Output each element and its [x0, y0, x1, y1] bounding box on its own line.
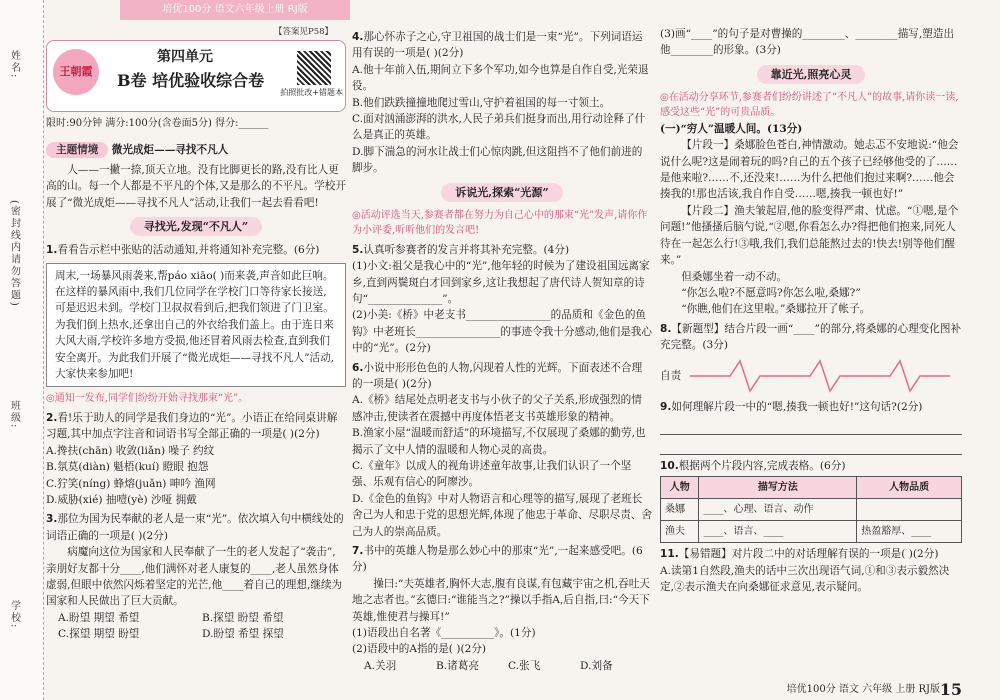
- option[interactable]: B.他们跌跌撞撞地爬过雪山,守护着祖国的每一寸领土。: [352, 96, 611, 109]
- column-left: [46, 26, 346, 681]
- column-right: [660, 26, 962, 681]
- q7-part-b: (2)语段中的A指的是( )(2分): [352, 643, 487, 656]
- notice-box: 周末,一场暴风雨袭来,帮páo xiāo( )而来袭,声音如此巨响。在这样的暴风雨中,我们几位同学在学校门口等待家长接送,可是迟迟未到。学校门卫叔叔看到后,把我们领进了门卫室。为我们倒上热水,还拿出自己的外衣给我们盖上。由于连日来大风大雨,学校许多地方受损,他还冒着风雨去检查,直到我们安全离开。为此我们开展了“微光成炬——寻找不凡人”活动,大家快来参加吧!: [46, 263, 346, 388]
- question-11: 11.【易错题】对片段二中的对话理解有误的一项是( )(2分) A.读第1自然段,渔夫的话中三次出现语气词,①和③表示毅然决定,②表示渔夫在向桑娜征求意见,表示疑问。: [660, 546, 962, 595]
- exam-header: [46, 40, 346, 112]
- option-list: [46, 443, 346, 509]
- analysis-table: 人物 描写方法 人物品质 桑娜 ____、心理、语言、动作 渔夫 ____、语言、____ 热盈豁厚、____: [660, 476, 962, 543]
- reading-heading: (一)“穷人”温暖人间。(13分): [660, 122, 803, 135]
- option[interactable]: B.探望 盼望 希望: [202, 611, 284, 624]
- answer-line[interactable]: [660, 417, 962, 435]
- question-5: 5.认真听参赛者的发言并将其补充完整。(4分) (1)小文:祖父是我心中的“光”,他年轻的时候为了建设祖国远离家乡,直到两鬓斑白才回到家乡,这让我想起了唐代诗人贺知章的诗句“______________”。 (2)小美:《桥》中老支书________________的品质和《金色的鱼钩》中老班长________________的事迹令我十分感动,他们是我心中的“光”。(2分): [352, 242, 652, 357]
- q7-part-c[interactable]: (3)画“____”的句子是对曹操的________、________描写,塑造出他________的形象。(3分): [660, 28, 955, 57]
- option[interactable]: C.探望 期望 盼望: [58, 628, 140, 641]
- option[interactable]: D.脚下湍急的河水让战士们心惊肉跳,但这阻挡不了他们前进的脚步。: [352, 145, 643, 175]
- name-field-label: 姓名:: [8, 50, 20, 80]
- option[interactable]: A.关羽: [364, 659, 397, 672]
- option[interactable]: B.渔家小屋“温暖而舒适”的环境描写,不仅展现了桑娜的勤劳,也揭示了文中人情的温暖和人物心灵的高贵。: [352, 427, 646, 456]
- option[interactable]: A.搀扶(chān) 收敛(liǎn) 噪子 约纹: [46, 444, 215, 457]
- exam-title: B卷 培优验收综合卷: [117, 71, 265, 90]
- passage-p5: “你瞧,他们在这里啦。”桑娜拉开了帐子。: [681, 303, 871, 316]
- section-heading-1: 寻找光,发现“不凡人”: [46, 217, 346, 236]
- passage-p2: 【片段二】渔夫皱起眉,他的脸变得严肃、忧虑。“①嗯,是个问题!”他搔搔后脑勺说,“②嗯,你看怎么办?得把他们抱来,同死人待在一起怎么行!③哦,我们,我们总能熬过去的!快去!别等他们醒来。”: [660, 204, 959, 267]
- question-2: 2.看!乐于助人的同学是我们身边的“光”。小语正在给同桌讲解习题,其中加点字注音和词语书写全部正确的一项是( )(2分) A.搀扶(chān) 收敛(liǎn) 噪子 约纹 B.氛莫(diàn) 魁梧(kuí) 瞪眼 抱怨 C.狞笑(níng) 蜂熔(juǎn) 呻吟 渔网 D.威胁(xié) 抽噎(yè) 沙哑 拥戴: [46, 410, 346, 508]
- option[interactable]: D.刘备: [580, 659, 613, 672]
- option-list: [352, 658, 652, 674]
- q5-part-b[interactable]: (2)小美:《桥》中老支书________________的品质和《金色的鱼钩》中老班长________________的事迹令我十分感动,他们是我心中的“光”。(2分): [352, 309, 652, 355]
- section-heading-3: 靠近光,照亮心灵: [660, 65, 962, 84]
- option[interactable]: C.张飞: [508, 659, 541, 672]
- q3-passage: 病魔向这位为国家和人民奉献了一生的老人发起了“袭击”,亲朋好友都十分____,他们满怀对老人康复的____,老人虽然身体虚弱,但眼中依然闪烁着坚定的光芒,他____着自己的理想,继续为国家和人民做出了巨大贡献。: [46, 546, 343, 608]
- column-middle: [352, 26, 652, 681]
- option-list: [46, 610, 346, 643]
- q7-part-a[interactable]: (1)语段出自名著《__________》。(1分): [352, 627, 536, 640]
- question-1: 1.看看告示栏中张贴的活动通知,并将通知补充完整。(6分) 周末,一场暴风雨袭来,帮páo xiāo( )而来袭,声音如此巨响。在这样的暴风雨中,我们几位同学在学校门口等待家长接送,可是迟迟未到。学校门卫叔叔看到后,把我们领进了门卫室。为我们倒上热水,还拿出自己的外衣给我们盖上。由于连日来大风大雨,学校许多地方受损,他还冒着风雨去检查,直到我们安全离开。为此我们开展了“微光成炬——寻找不凡人”活动,大家快来参加吧! ◎通知一发布,同学们纷纷开始寻找那束“光”。: [46, 242, 346, 407]
- option[interactable]: A.盼望 期望 希望: [58, 611, 140, 624]
- class-field-label: 班级:: [8, 400, 20, 430]
- q7-quote: 操曰:“夫英雄者,胸怀大志,腹有良谋,有包藏宇宙之机,吞吐天地之志者也。”玄德曰:“谁能当之?”操以手指A,后自指,曰:“今天下英雄,惟使君与操耳!”: [352, 577, 650, 623]
- page-footer: [660, 680, 1000, 700]
- school-field-label: 学校:: [8, 600, 20, 630]
- theme-label: 主题情境: [46, 142, 108, 158]
- brand-logo: 王朝霞: [53, 49, 99, 95]
- table-row: 渔夫 ____、语言、____ 热盈豁厚、____: [661, 521, 962, 543]
- option[interactable]: D.盼望 希望 探望: [202, 628, 284, 641]
- question-10: 10.根据两个片段内容,完成表格。(6分) 人物 描写方法 人物品质 桑娜 ____、心理、语言、动作 渔夫 ____、语言、____ 热盈豁厚、____: [660, 458, 962, 543]
- option[interactable]: A.他十年前入伍,期间立下多个军功,如今也算是自作自受,光荣退役。: [352, 63, 649, 93]
- question-6: 6.小说中形形色色的人物,闪现着人性的光辉。下面表述不合理的一项是( )(2分) A.《桥》结尾处点明老支书与小伙子的父子关系,形成强烈的情感冲击,使读者在震撼中再度体悟老支书英雄形象的精神。 B.渔家小屋“温暖而舒适”的环境描写,不仅展现了桑娜的勤劳,也揭示了文中人情的温暖和人物心灵的高贵。 C.《童年》以成人的视角讲述童年故事,让我们认识了一个坚强、乐观有信心的阿廖沙。 D.《金色的鱼钩》中对人物语言和心理等的描写,展现了老班长舍己为人和忠于党的思想光辉,体现了他忠于革命、尽职尽责、舍己为人的崇高品质。: [352, 360, 652, 540]
- q5-part-a[interactable]: (1)小文:祖父是我心中的“光”,他年轻的时候为了建设祖国远离家乡,直到两鬓斑白才回到家乡,这让我想起了唐代诗人贺知章的诗句“______________”。: [352, 260, 650, 305]
- option[interactable]: B.氛莫(diàn) 魁梧(kuí) 瞪眼 抱怨: [46, 461, 209, 474]
- passage-p1: 【片段一】桑娜脸色苍白,神情激动。她忐忑不安地说:“他会说什么呢?这是闹着玩的吗?自己的五个孩子已经够他受的了……是他来啦?……不,还没来!……为什么把他们抱过来啊?……他会揍我的!那也活该,我自作自受……嗯,揍我一顿也好!”: [660, 139, 959, 201]
- answer-line[interactable]: [660, 437, 962, 455]
- question-9: 9.如何理解片段一中的“嗯,揍我一顿也好!”这句话?(2分): [660, 399, 962, 455]
- passage-p3: 但桑娜坐着一动不动。: [681, 270, 788, 283]
- option[interactable]: A.读第1自然段,渔夫的话中三次出现语气词,①和③表示毅然决定,②表示渔夫在向桑娜征求意见,表示疑问。: [660, 564, 950, 594]
- option[interactable]: D.威胁(xié) 抽噎(yè) 沙哑 拥戴: [46, 493, 197, 506]
- intro-paragraph: 人——一撇一捺,顶天立地。没有比脚更长的路,没有比人更高的山。每一个人都是不平凡的个体,又是那么的不平凡。学校开展了“微光成炬——寻找不凡人”活动,让我们一起去看看吧!: [46, 163, 346, 209]
- page-number: 15: [939, 680, 962, 699]
- table-row: 桑娜 ____、心理、语言、动作: [661, 499, 962, 521]
- seal-note: (密封线内请勿答题): [8, 200, 20, 308]
- unit-title: 第四单元: [157, 49, 213, 65]
- brand-bar: 培优100分 语文六年级上册 RJ版: [120, 0, 350, 20]
- exam-meta: 限时:90分钟 满分:100分(含卷面5分) 得分:______: [46, 118, 269, 129]
- tip-2: ◎活动评选当天,参赛者都在努力为自己心中的那束“光”发声,请你作为小评委,听听他们的发言吧!: [352, 209, 648, 237]
- emotion-start-label: 自责: [660, 369, 682, 382]
- emotion-chart: [660, 356, 962, 396]
- option[interactable]: B.诸葛亮: [436, 659, 479, 672]
- option[interactable]: C.《童年》以成人的视角讲述童年故事,让我们认识了一个坚强、乐观有信心的阿廖沙。: [352, 459, 632, 489]
- question-4: 4.那心怀赤子之心,守卫祖国的战士们是一束“光”。下列词语运用有误的一项是( )(2分) A.他十年前入伍,期间立下多个军功,如今也算是自作自受,光荣退役。 B.他们跌跌撞撞地爬过雪山,守护着祖国的每一寸领土。 C.面对汹涌澎湃的洪水,人民子弟兵们挺身而出,用行动诠释了什么是真正的英雄。 D.脚下湍急的河水让战士们心惊肉跳,但这阻挡不了他们前进的脚步。: [352, 29, 652, 177]
- option[interactable]: C.狞笑(níng) 蜂熔(juǎn) 呻吟 渔网: [46, 477, 216, 490]
- theme-text: 微光成炬——寻找不凡人: [111, 143, 229, 156]
- section-heading-2: 诉说光,探索“光源”: [352, 183, 652, 202]
- footer-text: 培优100分 语文 六年级 上册 RJ版: [786, 684, 940, 695]
- binding-margin: [0, 0, 44, 700]
- option[interactable]: D.《金色的鱼钩》中对人物语言和心理等的描写,展现了老班长舍己为人和忠于党的思想光辉,体现了他忠于革命、尽职尽责、舍己为人的崇高品质。: [352, 492, 652, 538]
- passage-p4: “你怎么啦?不愿意吗?你怎么啦,桑娜?”: [681, 286, 861, 299]
- option[interactable]: C.面对汹涌澎湃的洪水,人民子弟兵们挺身而出,用行动诠释了什么是真正的英雄。: [352, 113, 646, 142]
- tip-1: ◎通知一发布,同学们纷纷开始寻找那束“光”。: [46, 393, 249, 405]
- option[interactable]: A.《桥》结尾处点明老支书与小伙子的父子关系,形成强烈的情感冲击,使读者在震撼中再度体悟老支书英雄形象的精神。: [352, 394, 642, 423]
- qr-caption: 拍照批改+错题本: [280, 88, 343, 97]
- question-7: 7.书中的英雄人物是那么妙心中的那束“光”,一起来感受吧。(6分) 操曰:“夫英雄者,胸怀大志,腹有良谋,有包藏宇宙之机,吞吐天地之志者也。”玄德曰:“谁能当之?”操以手指A,后自指,曰:“今天下英雄,惟使君与操耳!” (1)语段出自名著《__________》。(1分) (2)语段中的A指的是( )(2分) A.关羽 B.诸葛亮 C.张飞 D.刘备: [352, 543, 652, 674]
- tip-3: ◎在活动分享环节,参赛者们纷纷讲述了“不凡人”的故事,请你读一读,感受这些“光”的可贵品质。: [660, 91, 959, 119]
- answer-reference: 【答案见P58】: [274, 27, 334, 37]
- heartbeat-line-icon: [690, 356, 950, 396]
- question-8: 8.【新题型】结合片段一画“____”的部分,将桑娜的心理变化图补充完整。(3分) 自责: [660, 321, 962, 396]
- theme-line: [46, 138, 346, 162]
- qr-code-icon[interactable]: [297, 51, 331, 85]
- question-3: 3.那位为国为民奉献的老人是一束“光”。依次填入句中横线处的词语正确的一项是( )(2分) 病魔向这位为国家和人民奉献了一生的老人发起了“袭击”,亲朋好友都十分____,他们满怀对老人康复的____,老人虽然身体虚弱,但眼中依然闪烁着坚定的光芒,他____着自己的理想,继续为国家和人民做出了巨大贡献。 A.盼望 期望 希望 B.探望 盼望 希望 C.探望 期望 盼望 D.盼望 希望 探望: [46, 511, 346, 642]
